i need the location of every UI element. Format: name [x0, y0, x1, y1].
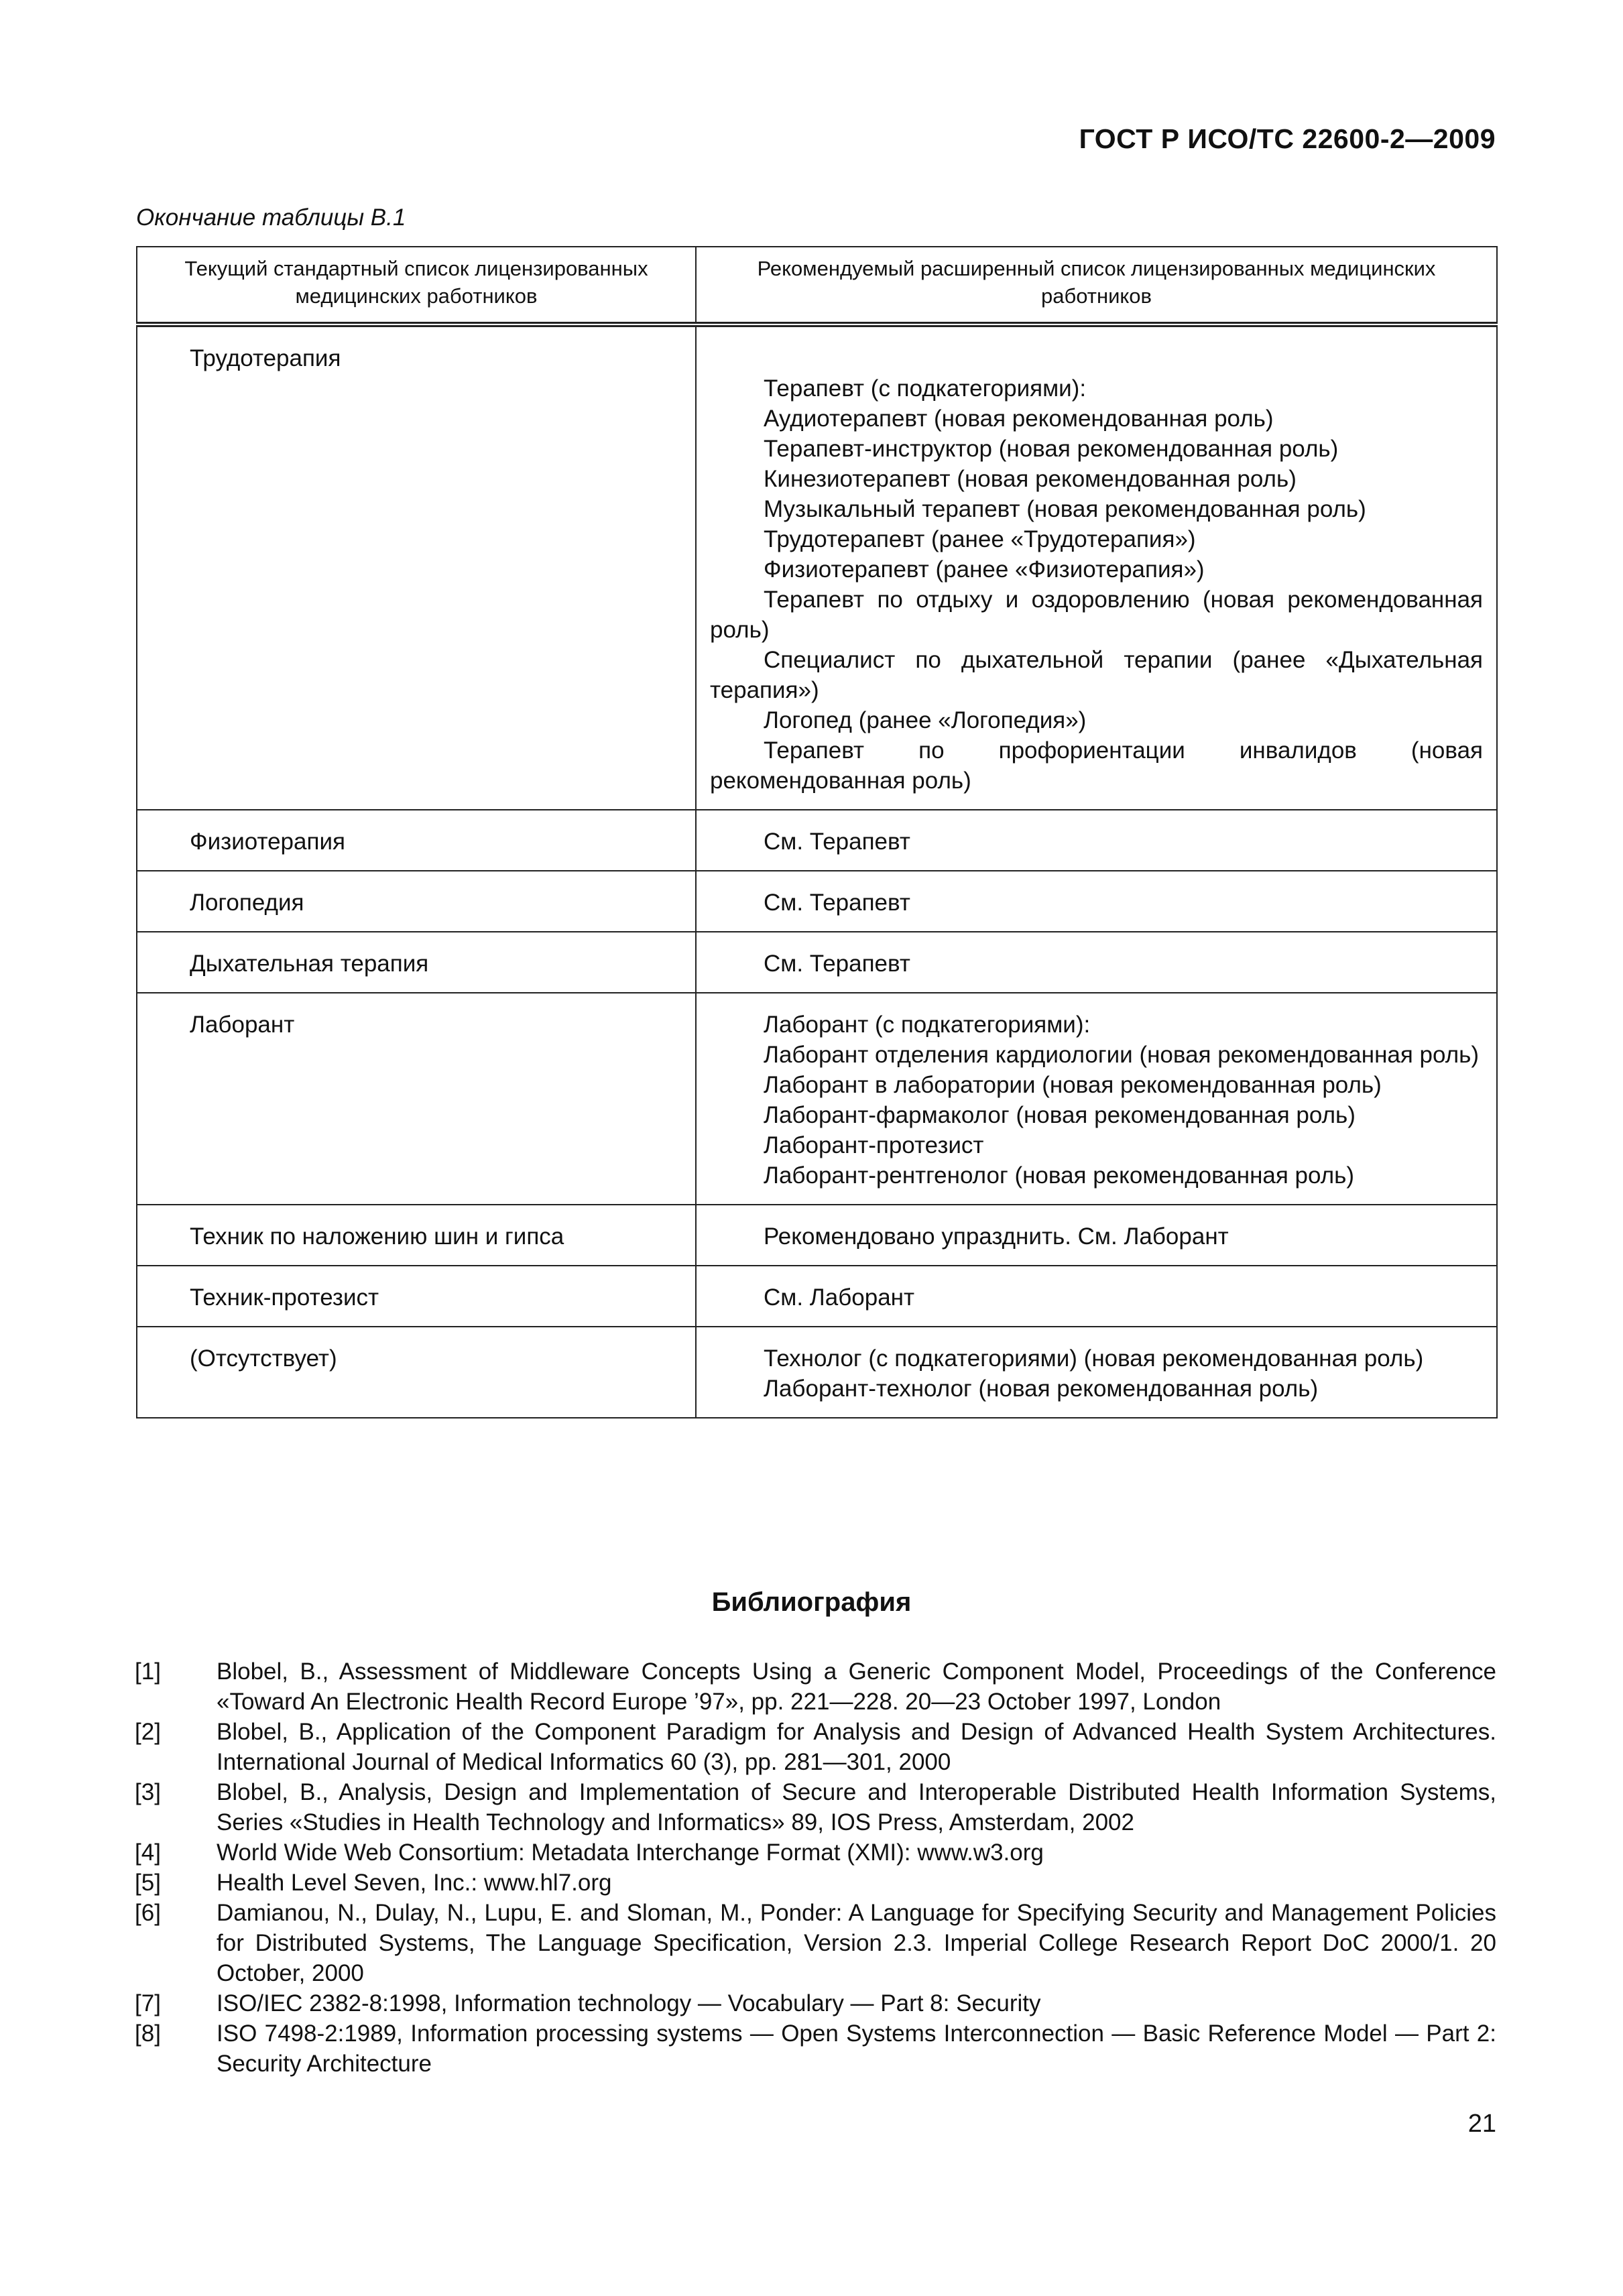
bibliography-number: [4]: [135, 1839, 161, 1866]
row-current-role: Логопедия: [137, 871, 696, 932]
recommended-role-line: Терапевт по профориентации инвалидов (новая рекомендованная роль): [710, 737, 1483, 794]
table-header-row: [137, 247, 1497, 324]
bibliography-item: [135, 2018, 1496, 2079]
recommended-role-line: Лаборант-протезист: [764, 1132, 984, 1158]
row-current-role: Дыхательная терапия: [137, 932, 696, 993]
recommended-role-line: Музыкальный терапевт (новая рекомендованная роль): [764, 496, 1366, 522]
row-recommended-roles: [696, 1327, 1497, 1418]
bibliography-number: [1]: [135, 1658, 161, 1685]
table-caption: Окончание таблицы В.1: [136, 204, 406, 231]
bibliography-text: Damianou, N., Dulay, N., Lupu, E. and Sloman, M., Ponder: A Language for Specifying Security and Management Policies for Distributed Systems, The Language Specification, Version 2.3. Imperial College Research Report DoC 2000/1. 20 October, 2000: [217, 1900, 1496, 1986]
bibliography-number: [8]: [135, 2020, 161, 2047]
bibliography-number: [2]: [135, 1719, 161, 1745]
recommended-role-line: См. Терапевт: [764, 951, 910, 977]
row-current-role: (Отсутствует): [137, 1327, 696, 1418]
recommended-role-line: См. Лаборант: [764, 1284, 915, 1311]
row-recommended-roles: [696, 1266, 1497, 1327]
recommended-role-line: Специалист по дыхательной терапии (ранее «Дыхательная терапия»): [710, 647, 1483, 703]
recommended-role-line: Терапевт по отдыху и оздоровлению (новая рекомендованная роль): [710, 587, 1483, 643]
recommended-role-line: Терапевт (с подкатегориями):: [764, 375, 1087, 402]
table-row: [137, 1266, 1497, 1327]
column-header-recommended: Рекомендуемый расширенный список лицензированных медицинских работников: [696, 247, 1497, 324]
bibliography-item: [135, 1898, 1496, 1988]
table-row: [137, 810, 1497, 871]
row-recommended-roles: [696, 932, 1497, 993]
recommended-role-line: См. Терапевт: [764, 829, 910, 855]
bibliography-item: [135, 1988, 1496, 2018]
bibliography-list: [135, 1656, 1496, 2079]
bibliography-number: [5]: [135, 1870, 161, 1896]
bibliography-item: [135, 1837, 1496, 1868]
recommended-role-line: Аудиотерапевт (новая рекомендованная роль): [764, 406, 1274, 432]
recommended-role-line: Трудотерапевт (ранее «Трудотерапия»): [764, 526, 1196, 552]
recommended-role-line: Лаборант в лаборатории (новая рекомендованная роль): [764, 1072, 1382, 1098]
bibliography-text: Blobel, B., Application of the Component Paradigm for Analysis and Design of Advanced Health System Architectures. International Journal of Medical Informatics 60 (3), pp. 281—301, 2000: [217, 1719, 1496, 1775]
bibliography-item: [135, 1777, 1496, 1837]
row-current-role: Техник-протезист: [137, 1266, 696, 1327]
document-code: ГОСТ Р ИСО/ТС 22600-2—2009: [1079, 123, 1496, 154]
bibliography-text: Blobel, B., Assessment of Middleware Concepts Using a Generic Component Model, Proceedings of the Conference «Toward An Electronic Health Record Europe ’97», pp. 221—228. 20—23 October 1997, London: [217, 1658, 1496, 1715]
recommended-role-line: Кинезиотерапевт (новая рекомендованная роль): [764, 466, 1297, 492]
licensed-workers-table: [136, 246, 1498, 1418]
table-row: [137, 993, 1497, 1205]
bibliography-title: Библиография: [711, 1587, 912, 1617]
recommended-role-line: Рекомендовано упразднить. См. Лаборант: [764, 1223, 1229, 1250]
bibliography-text: World Wide Web Consortium: Metadata Interchange Format (XMI): www.w3.org: [217, 1839, 1044, 1866]
bibliography-number: [3]: [135, 1779, 161, 1805]
table-row: [137, 324, 1497, 810]
recommended-role-line: Лаборант-фармаколог (новая рекомендованная роль): [764, 1102, 1356, 1128]
recommended-role-line: Логопед (ранее «Логопедия»): [764, 707, 1087, 733]
bibliography-item: [135, 1656, 1496, 1717]
row-current-role: Трудотерапия: [137, 324, 696, 810]
table-row: [137, 932, 1497, 993]
row-current-role: Техник по наложению шин и гипса: [137, 1205, 696, 1266]
column-header-current: Текущий стандартный список лицензированных медицинских работников: [137, 247, 696, 324]
recommended-role-line: Технолог (с подкатегориями) (новая рекомендованная роль): [764, 1345, 1424, 1372]
row-recommended-roles: [696, 993, 1497, 1205]
bibliography-item: [135, 1717, 1496, 1777]
recommended-role-line: См. Терапевт: [764, 890, 910, 916]
row-recommended-roles: [696, 810, 1497, 871]
bibliography-text: Health Level Seven, Inc.: www.hl7.org: [217, 1870, 612, 1896]
bibliography-text: ISO/IEC 2382-8:1998, Information technology — Vocabulary — Part 8: Security: [217, 1990, 1041, 2016]
row-recommended-roles: [696, 1205, 1497, 1266]
recommended-role-line: Лаборант (с подкатегориями):: [764, 1012, 1091, 1038]
bibliography-text: ISO 7498-2:1989, Information processing systems — Open Systems Interconnection — Basic Reference Model — Part 2: Security Architecture: [217, 2020, 1496, 2077]
recommended-role-line: Лаборант-рентгенолог (новая рекомендованная роль): [764, 1162, 1355, 1189]
table-row: [137, 871, 1497, 932]
bibliography-item: [135, 1868, 1496, 1898]
bibliography-number: [6]: [135, 1900, 161, 1926]
row-current-role: Физиотерапия: [137, 810, 696, 871]
recommended-role-line: Физиотерапевт (ранее «Физиотерапия»): [764, 556, 1205, 583]
row-recommended-roles: [696, 871, 1497, 932]
page-number: 21: [1467, 2110, 1496, 2138]
recommended-role-line: Лаборант-технолог (новая рекомендованная роль): [764, 1376, 1319, 1402]
row-recommended-roles: [696, 324, 1497, 810]
table-row: [137, 1327, 1497, 1418]
row-current-role: Лаборант: [137, 993, 696, 1205]
table-row: [137, 1205, 1497, 1266]
recommended-role-line: Лаборант отделения кардиологии (новая рекомендованная роль): [764, 1042, 1480, 1068]
bibliography-number: [7]: [135, 1990, 161, 2016]
bibliography-text: Blobel, B., Analysis, Design and Implementation of Secure and Interoperable Distributed Health Information Systems, Series «Studies in Health Technology and Informatics» 89, IOS Press, Amsterdam, 2002: [217, 1779, 1496, 1835]
recommended-role-line: Терапевт-инструктор (новая рекомендованная роль): [764, 436, 1339, 462]
